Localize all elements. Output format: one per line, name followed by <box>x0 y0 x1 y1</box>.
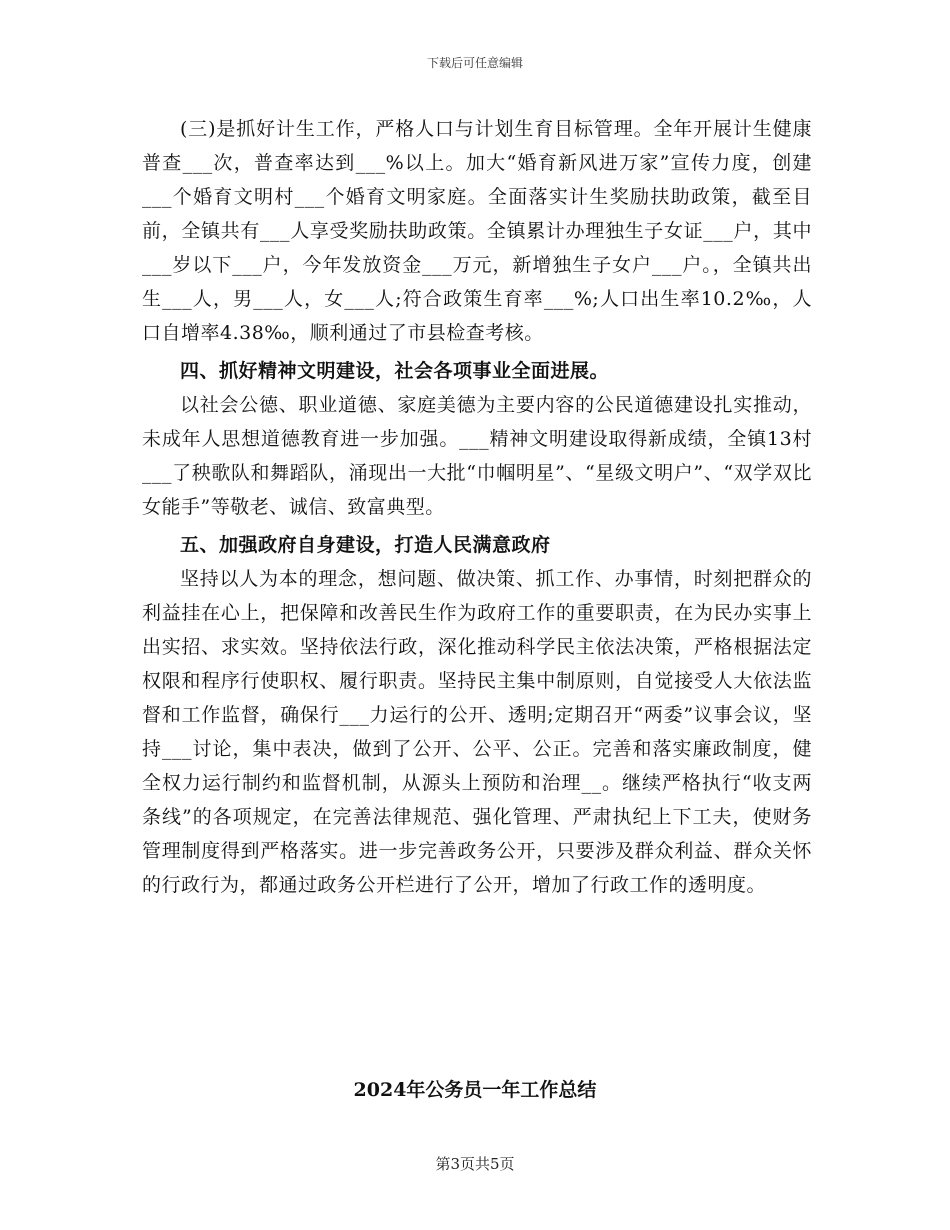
document-title: 2024年公务员一年工作总结 <box>353 1079 597 1101</box>
document-body <box>142 112 812 902</box>
section-heading-5: 五、加强政府自身建设，打造人民满意政府 <box>180 534 551 556</box>
paragraph-family-planning: (三)是抓好计生工作，严格人口与计划生育目标管理。全年开展计生健康普查___次，普查率达到___%以上。加大“婚育新风进万家”宣传力度，创建___个婚育文明村___个婚育文明家庭。全面落实计生奖励扶助政策，截至目前，全镇共有___人享受奖励扶助政策。全镇累计办理独生子女证___户，其中___岁以下___户，今年发放资金___万元，新增独生子女户___户。，全镇共出生___人，男___人，女___人;符合政策生育率___%;人口出生率10.2‰，人口自增率4.38‰，顺利通过了市县检查考核。 <box>142 118 812 344</box>
paragraph-government-building: 坚持以人为本的理念，想问题、做决策、抓工作、办事情，时刻把群众的利益挂在心上，把保障和改善民生作为政府工作的重要职责，在为民办实事上出实招、求实效。坚持依法行政，深化推动科学民主依法决策，严格根据法定权限和程序行使职权、履行职责。坚持民主集中制原则，自觉接受人大依法监督和工作监督，确保行___力运行的公开、透明;定期召开“两委”议事会议，坚持___讨论，集中表决，做到了公开、公平、公正。完善和落实廉政制度，健全权力运行制约和监督机制，从源头上预防和治理__。继续严格执行“收支两条线”的各项规定，在完善法律规范、强化管理、严肃执纪上下工夫，使财务管理制度得到严格落实。进一步完善政务公开，只要涉及群众利益、群众关怀的行政行为，都通过政务公开栏进行了公开，增加了行政工作的透明度。 <box>142 568 812 896</box>
section-heading-4: 四、抓好精神文明建设，社会各项事业全面进展。 <box>180 360 610 382</box>
paragraph-spiritual-civilization: 以社会公德、职业道德、家庭美德为主要内容的公民道德建设扎实推动，未成年人思想道德教育进一步加强。___精神文明建设取得新成绩，全镇13村___了秧歌队和舞蹈队，涌现出一大批“巾帼明星”、“星级文明户”、“双学双比女能手”等敬老、诚信、致富典型。 <box>142 394 812 518</box>
page-footer: 第3页共5页 <box>435 1155 515 1173</box>
header-note: 下载后可任意编辑 <box>426 56 523 70</box>
